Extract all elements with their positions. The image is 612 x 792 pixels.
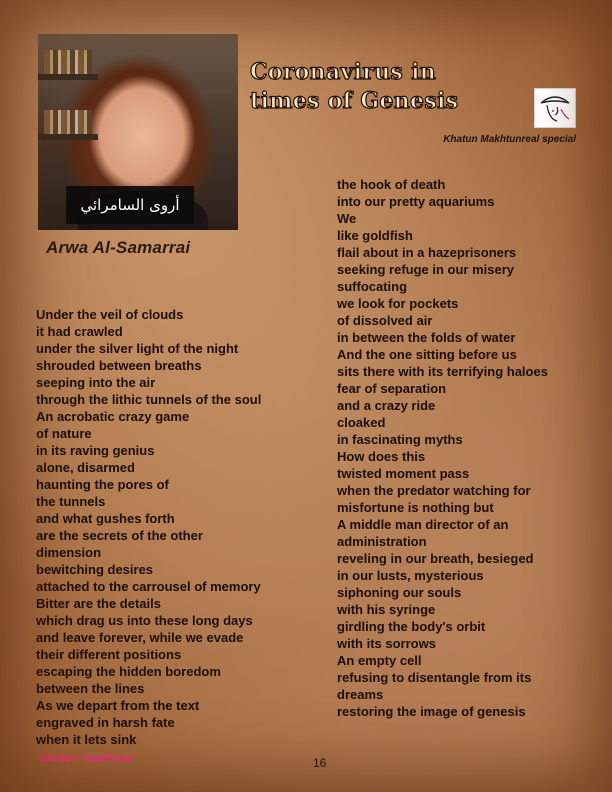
poem-line: cloaked — [337, 415, 386, 430]
poem-line: when it lets sink — [36, 732, 137, 747]
poem-line: seeking refuge in our misery — [337, 262, 515, 277]
poem-line: of dissolved air — [337, 313, 433, 328]
poem-line: which drag us into these long days — [36, 613, 253, 628]
poem-line: in between the folds of water — [337, 330, 516, 345]
poem-line: are the secrets of the other — [36, 528, 203, 543]
poem-line: and leave forever, while we evade — [36, 630, 244, 645]
poem-line: suffocating — [337, 279, 408, 294]
poem-line: the hook of death — [337, 177, 446, 192]
poem-line: An empty cell — [337, 653, 422, 668]
poem-line: when the predator watching for — [337, 483, 531, 498]
poem-line: it had crawled — [36, 324, 123, 339]
poem-line: bewitching desires — [36, 562, 154, 577]
poem-line: escaping the hidden boredom — [36, 664, 221, 679]
bookshelf — [38, 74, 98, 80]
poem-line: twisted moment pass — [337, 466, 470, 481]
poem-line: we look for pockets — [337, 296, 459, 311]
poem-line: Bitter are the details — [36, 596, 161, 611]
poem-line: under the silver light of the night — [36, 341, 239, 356]
poem-line: seeping into the air — [36, 375, 156, 390]
poem-line: How does this — [337, 449, 426, 464]
poem-line: Under the veil of clouds — [36, 307, 184, 322]
poem-line: in fascinating myths — [337, 432, 463, 447]
poem-line: engraved in harsh fate — [36, 715, 175, 730]
poem-column-right — [337, 176, 577, 720]
footer-brand: khatun mantreal — [40, 751, 133, 765]
poem-line: of nature — [36, 426, 92, 441]
poem-line: misfortune is nothing but — [337, 500, 494, 515]
poem-column-left — [36, 306, 296, 748]
poem-line: with its sorrows — [337, 636, 436, 651]
poem-line: their different positions — [36, 647, 182, 662]
poem-line: and a crazy ride — [337, 398, 436, 413]
magazine-logo — [534, 88, 576, 128]
poem-line: in its raving genius — [36, 443, 155, 458]
author-photo — [38, 34, 238, 230]
poem-line: refusing to disentangle from its — [337, 670, 532, 685]
title-line: times of Genesis — [250, 88, 459, 114]
poem-line: A middle man director of an — [337, 517, 509, 532]
page-number: 16 — [313, 756, 327, 770]
books-row — [44, 110, 92, 134]
poem-line: and what gushes forth — [36, 511, 175, 526]
poem-line: As we depart from the text — [36, 698, 200, 713]
poem-line: into our pretty aquariums — [337, 194, 495, 209]
photo-caption: أروى السامرائي — [66, 186, 194, 224]
poem-line: like goldfish — [337, 228, 413, 243]
poem-line: attached to the carrousel of memory — [36, 579, 261, 594]
poem-line: in our lusts, mysterious — [337, 568, 484, 583]
poem-line: through the lithic tunnels of the soul — [36, 392, 262, 407]
poem-line: reveling in our breath, besieged — [337, 551, 534, 566]
poem-line: flail about in a hazeprisoners — [337, 245, 517, 260]
poem-line: between the lines — [36, 681, 145, 696]
poem-line: And the one sitting before us — [337, 347, 517, 362]
poem-line: girdling the body's orbit — [337, 619, 486, 634]
poem-line: alone, disarmed — [36, 460, 135, 475]
poem-line: restoring the image of genesis — [337, 704, 526, 719]
article-title — [250, 58, 530, 116]
poem-line: with his syringe — [337, 602, 436, 617]
books-row — [44, 50, 92, 74]
title-line: Coronavirus in — [250, 59, 437, 85]
poem-line: sits there with its terrifying haloes — [337, 364, 548, 379]
author-name: Arwa Al-Samarrai — [46, 238, 191, 257]
poem-line: administration — [337, 534, 427, 549]
poem-line: siphoning our souls — [337, 585, 462, 600]
poem-line: An acrobatic crazy game — [36, 409, 190, 424]
poem-line: dimension — [36, 545, 102, 560]
poem-line: haunting the pores of — [36, 477, 169, 492]
poem-line: the tunnels — [36, 494, 106, 509]
special-label: Khatun Makhtunreal special — [443, 134, 576, 145]
woman-hat-icon — [535, 89, 575, 127]
poem-line: dreams — [337, 687, 384, 702]
bookshelf — [38, 134, 98, 140]
poem-line: fear of separation — [337, 381, 447, 396]
poem-line: shrouded between breaths — [36, 358, 202, 373]
poem-line: We — [337, 211, 357, 226]
